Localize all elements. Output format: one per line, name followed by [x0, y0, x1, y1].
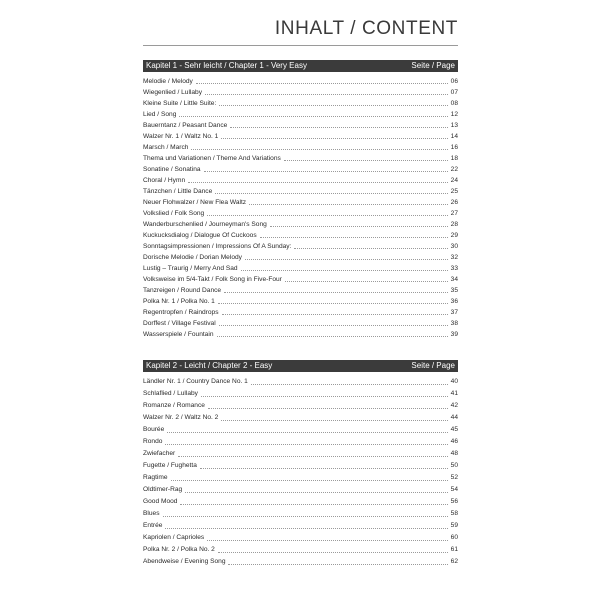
toc-item-title: Walzer Nr. 2 / Waltz No. 2 [143, 414, 219, 421]
dot-leader [284, 160, 448, 161]
dot-leader [163, 516, 448, 517]
toc-item-page: 12 [450, 111, 458, 118]
page-column-label: Seite / Page [411, 361, 455, 370]
toc-row [143, 496, 458, 508]
toc-item-title: Dorffest / Village Festival [143, 320, 216, 327]
dot-leader [218, 552, 448, 553]
toc-item-page: 42 [450, 402, 458, 409]
toc-item-page: 34 [450, 276, 458, 283]
toc-item-page: 62 [450, 558, 458, 565]
toc-row [143, 484, 458, 496]
toc-row [143, 131, 458, 142]
toc-item-page: 38 [450, 320, 458, 327]
toc-item-title: Kapriolen / Caprioles [143, 534, 205, 541]
toc-item-page: 36 [450, 298, 458, 305]
toc-list [143, 76, 458, 340]
toc-item-page: 45 [450, 426, 458, 433]
toc-row [143, 460, 458, 472]
chapter-title: Kapitel 2 - Leicht / Chapter 2 - Easy [146, 361, 273, 370]
toc-item-page: 26 [450, 199, 458, 206]
toc-item-title: Regentropfen / Raindrops [143, 309, 219, 316]
toc-row [143, 400, 458, 412]
dot-leader [201, 396, 448, 397]
toc-row [143, 388, 458, 400]
toc-item-title: Abendweise / Evening Song [143, 558, 226, 565]
toc-row [143, 472, 458, 484]
toc-row [143, 164, 458, 175]
toc-row [143, 186, 458, 197]
toc-row [143, 87, 458, 98]
dot-leader [218, 303, 448, 304]
toc-item-page: 14 [450, 133, 458, 140]
title-divider [143, 45, 458, 46]
toc-item-title: Polka Nr. 2 / Polka No. 2 [143, 546, 215, 553]
toc-row [143, 436, 458, 448]
toc-item-page: 48 [450, 450, 458, 457]
dot-leader [165, 444, 447, 445]
toc-item-title: Rondo [143, 438, 163, 445]
dot-leader [221, 420, 447, 421]
toc-item-title: Blues [143, 510, 160, 517]
toc-item-title: Zwiefacher [143, 450, 176, 457]
toc-item-title: Lied / Song [143, 111, 177, 118]
toc-item-page: 18 [450, 155, 458, 162]
toc-item-title: Tänzchen / Little Dance [143, 188, 213, 195]
toc-row [143, 274, 458, 285]
toc-item-page: 13 [450, 122, 458, 129]
toc-item-page: 16 [450, 144, 458, 151]
dot-leader [171, 480, 448, 481]
toc-row [143, 98, 458, 109]
chapter-1-section [143, 60, 458, 340]
dot-leader [179, 116, 447, 117]
toc-item-page: 07 [450, 89, 458, 96]
dot-leader [196, 83, 448, 84]
dot-leader [285, 281, 448, 282]
toc-item-page: 30 [450, 243, 458, 250]
toc-item-title: Kleine Suite / Little Suite: [143, 100, 217, 107]
dot-leader [205, 94, 448, 95]
dot-leader [200, 468, 448, 469]
toc-item-title: Dorische Melodie / Dorian Melody [143, 254, 242, 261]
page-column-label: Seite / Page [411, 61, 455, 70]
toc-row [143, 376, 458, 388]
dot-leader [228, 564, 447, 565]
toc-item-page: 52 [450, 474, 458, 481]
toc-item-title: Ländler Nr. 1 / Country Dance No. 1 [143, 378, 248, 385]
toc-row [143, 318, 458, 329]
toc-item-page: 54 [450, 486, 458, 493]
dot-leader [260, 237, 448, 238]
toc-item-title: Choral / Hymn [143, 177, 186, 184]
dot-leader [207, 540, 447, 541]
toc-row [143, 120, 458, 131]
toc-row [143, 544, 458, 556]
toc-item-title: Tanzreigen / Round Dance [143, 287, 222, 294]
dot-leader [251, 384, 448, 385]
toc-row [143, 208, 458, 219]
chapter-header [143, 60, 458, 72]
toc-item-title: Wanderburschenlied / Journeyman's Song [143, 221, 267, 228]
toc-row [143, 508, 458, 520]
dot-leader [224, 292, 448, 293]
dot-leader [219, 105, 447, 106]
dot-leader [178, 456, 447, 457]
toc-row [143, 424, 458, 436]
toc-item-title: Bauerntanz / Peasant Dance [143, 122, 228, 129]
dot-leader [204, 171, 448, 172]
toc-item-page: 27 [450, 210, 458, 217]
toc-item-page: 25 [450, 188, 458, 195]
toc-item-title: Romanze / Romance [143, 402, 205, 409]
toc-item-title: Walzer Nr. 1 / Waltz No. 1 [143, 133, 219, 140]
toc-item-page: 61 [450, 546, 458, 553]
toc-item-page: 29 [450, 232, 458, 239]
dot-leader [294, 248, 447, 249]
toc-row [143, 296, 458, 307]
toc-list [143, 376, 458, 568]
toc-row [143, 285, 458, 296]
toc-row [143, 307, 458, 318]
toc-item-page: 06 [450, 78, 458, 85]
toc-item-title: Volksweise im 5/4-Takt / Folk Song in Five-Four [143, 276, 282, 283]
dot-leader [221, 138, 447, 139]
toc-row [143, 329, 458, 340]
dot-leader [188, 182, 448, 183]
toc-item-title: Ragtime [143, 474, 168, 481]
dot-leader [230, 127, 447, 128]
toc-item-page: 40 [450, 378, 458, 385]
toc-item-page: 28 [450, 221, 458, 228]
toc-item-page: 37 [450, 309, 458, 316]
toc-row [143, 175, 458, 186]
toc-item-title: Neuer Flohwalzer / New Flea Waltz [143, 199, 247, 206]
toc-row [143, 252, 458, 263]
toc-item-title: Bourée [143, 426, 165, 433]
dot-leader [207, 215, 447, 216]
toc-row [143, 556, 458, 568]
dot-leader [219, 325, 448, 326]
toc-item-title: Fugette / Fughetta [143, 462, 197, 469]
dot-leader [191, 149, 447, 150]
dot-leader [167, 432, 447, 433]
toc-row [143, 230, 458, 241]
toc-item-title: Oldtimer-Rag [143, 486, 183, 493]
toc-item-page: 44 [450, 414, 458, 421]
toc-row [143, 142, 458, 153]
toc-item-page: 46 [450, 438, 458, 445]
toc-item-page: 58 [450, 510, 458, 517]
toc-item-page: 35 [450, 287, 458, 294]
toc-item-page: 56 [450, 498, 458, 505]
dot-leader [217, 336, 448, 337]
toc-row [143, 520, 458, 532]
toc-item-title: Schlaflied / Lullaby [143, 390, 198, 397]
toc-item-title: Volkslied / Folk Song [143, 210, 205, 217]
chapter-2-section [143, 360, 458, 568]
dot-leader [215, 193, 447, 194]
toc-row [143, 76, 458, 87]
toc-item-title: Polka Nr. 1 / Polka No. 1 [143, 298, 215, 305]
dot-leader [208, 408, 448, 409]
toc-item-title: Entrée [143, 522, 163, 529]
page-title: INHALT / CONTENT [274, 18, 458, 39]
toc-item-title: Sonatine / Sonatina [143, 166, 201, 173]
dot-leader [185, 492, 447, 493]
toc-item-page: 32 [450, 254, 458, 261]
toc-item-page: 24 [450, 177, 458, 184]
toc-item-title: Marsch / March [143, 144, 189, 151]
toc-row [143, 448, 458, 460]
chapter-title: Kapitel 1 - Sehr leicht / Chapter 1 - Very Easy [146, 61, 307, 70]
dot-leader [222, 314, 448, 315]
toc-item-title: Wiegenlied / Lullaby [143, 89, 203, 96]
toc-row [143, 241, 458, 252]
toc-row [143, 532, 458, 544]
toc-item-page: 39 [450, 331, 458, 338]
toc-item-title: Kuckucksdialog / Dialogue Of Cuckoos [143, 232, 257, 239]
toc-item-title: Melodie / Melody [143, 78, 193, 85]
dot-leader [241, 270, 448, 271]
toc-item-title: Good Mood [143, 498, 178, 505]
dot-leader [249, 204, 448, 205]
dot-leader [180, 504, 447, 505]
dot-leader [165, 528, 447, 529]
toc-row [143, 197, 458, 208]
chapter-header [143, 360, 458, 372]
toc-row [143, 219, 458, 230]
toc-item-title: Lustig – Traurig / Merry And Sad [143, 265, 238, 272]
dot-leader [245, 259, 448, 260]
toc-item-title: Sonntagsimpressionen / Impressions Of A Sunday: [143, 243, 292, 250]
toc-item-title: Thema und Variationen / Theme And Variations [143, 155, 281, 162]
toc-row [143, 153, 458, 164]
toc-row [143, 109, 458, 120]
toc-item-page: 08 [450, 100, 458, 107]
toc-item-page: 22 [450, 166, 458, 173]
toc-item-page: 33 [450, 265, 458, 272]
dot-leader [270, 226, 448, 227]
toc-item-page: 50 [450, 462, 458, 469]
toc-item-page: 41 [450, 390, 458, 397]
toc-item-page: 60 [450, 534, 458, 541]
toc-row [143, 412, 458, 424]
toc-item-title: Wasserspiele / Fountain [143, 331, 214, 338]
toc-row [143, 263, 458, 274]
toc-item-page: 59 [450, 522, 458, 529]
